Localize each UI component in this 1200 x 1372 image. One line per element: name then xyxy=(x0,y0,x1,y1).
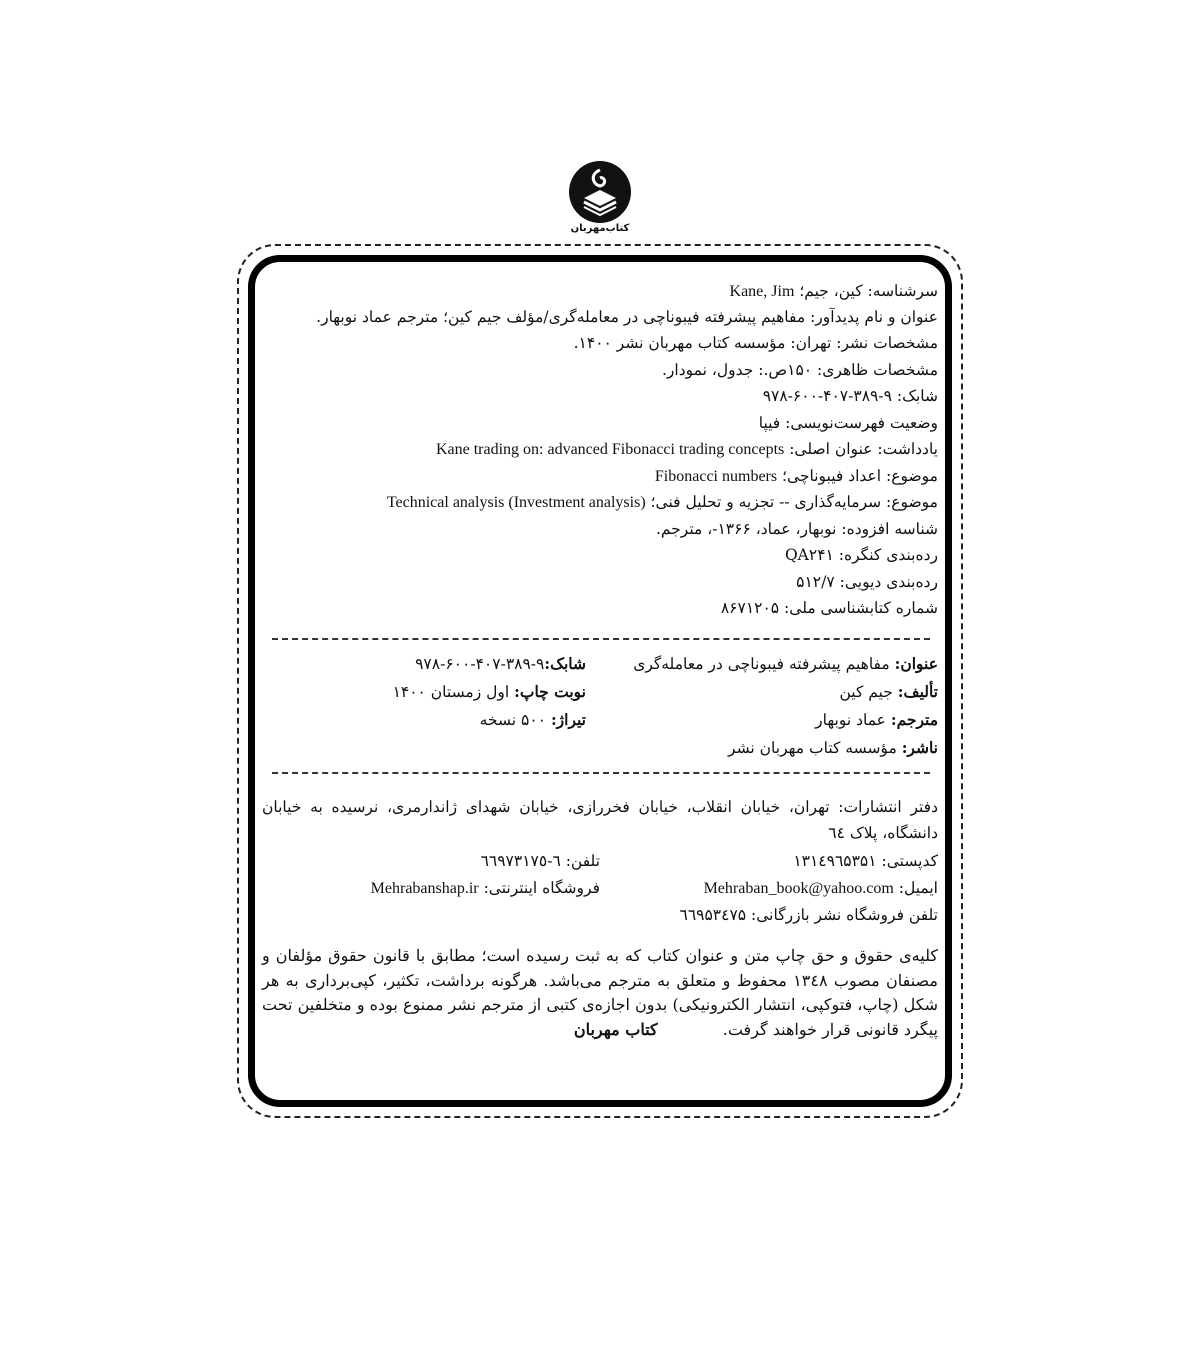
cip-added-entry: شناسه افزوده: نوبهار، عماد، ۱۳۶۶-، مترجم. xyxy=(655,520,938,538)
rights-signature: کتاب مهربان xyxy=(573,1019,658,1039)
cip-national-number: شماره کتابشناسی ملی: ۸۶۷۱۲۰۵ xyxy=(720,599,938,617)
cip-isbn: شابک: ۹-۳۸۹-۴۰۷-۶۰۰-۹۷۸ xyxy=(762,387,938,405)
online-shop: فروشگاه اینترنتی: Mehrabanshap.ir xyxy=(370,879,600,897)
book-edition: نوبت چاپ: اول زمستان ۱۴۰۰ xyxy=(392,682,586,701)
cip-subject-1: موضوع: اعداد فیبوناچی؛ Fibonacci numbers xyxy=(654,467,938,485)
copyright-page-content xyxy=(262,270,938,1090)
publisher-logo xyxy=(564,160,636,240)
postal-code: کدپستی: ۱۳۱٤۹٦۵۳۵۱ xyxy=(793,852,938,870)
book-title: عنوان: مفاهیم پیشرفته فیبوناچی در معامله‌گری xyxy=(633,654,938,673)
book-isbn: شابک:۹-۳۸۹-۴۰۷-۶۰۰-۹۷۸ xyxy=(415,654,586,673)
book-print-run: تیراژ: ۵۰۰ نسخه xyxy=(479,710,586,729)
divider-1 xyxy=(272,638,930,640)
book-translator: مترجم: عماد نوبهار xyxy=(815,710,938,729)
divider-2 xyxy=(272,772,930,774)
cip-author: سرشناسه: کین، جیم؛ Kane, Jim xyxy=(729,282,938,300)
cip-title: عنوان و نام پدیدآور: مفاهیم پیشرفته فیبوناچی در معامله‌گری/مؤلف جیم کین؛ مترجم عماد نوبهار. xyxy=(316,308,938,326)
cip-physical: مشخصات ظاهری: ۱۵۰ص.: جدول، نمودار. xyxy=(662,361,938,379)
cip-note: یادداشت: عنوان اصلی: Kane trading on: advanced Fibonacci trading concepts xyxy=(435,440,938,458)
cip-cataloging-status: وضعیت فهرست‌نویسی: فیپا xyxy=(758,414,938,432)
cip-subject-2: موضوع: سرمایه‌گذاری -- تجزیه و تحلیل فنی؛ Technical analysis (Investment analysis) xyxy=(386,493,938,511)
cip-dewey: رده‌بندی دیویی: ۵۱۲/۷ xyxy=(796,573,938,591)
book-author: تألیف: جیم کین xyxy=(839,682,938,701)
phone-number: تلفن: ٦-٦٦٩٧٣١٧٥ xyxy=(480,852,600,870)
store-phone: تلفن فروشگاه نشر بازرگانی: ٦٦٩۵٣٤٧۵ xyxy=(679,906,938,924)
logo-emblem-icon xyxy=(568,160,632,224)
book-publisher: ناشر: مؤسسه کتاب مهربان نشر xyxy=(728,738,938,757)
logo-wordmark: کتاب‌مهربان xyxy=(570,223,630,234)
cip-publication: مشخصات نشر: تهران: مؤسسه کتاب مهربان نشر ۱۴۰۰. xyxy=(573,334,938,352)
email-address: ایمیل: Mehraban_book@yahoo.com xyxy=(703,879,938,897)
publisher-address: دفتر انتشارات: تهران، خیابان انقلاب، خیابان فخررازی، خیابان شهدای ژاندارمری، نرسیده به خیابان دانشگاه، پلاک ٦٤ xyxy=(262,798,938,842)
rights-notice: کلیه‌ی حقوق و حق چاپ متن و عنوان کتاب که به ثبت رسیده است؛ مطابق با قانون حقوق مؤلفان و مصنفان مصوب ۱۳٤۸ محفوظ و متعلق به مترجم می‌باشد. هرگونه برداشت، تکثیر، کپی‌برداری به هر شکل (چاپ، فتوکپی، انتشار الکترونیکی) بدون اجازه‌ی کتبی از مترجم نشر ممنوع بوده و متخلفین تحت پیگرد قانونی قرار خواهند گرفت. کتاب مهربان xyxy=(262,946,939,1039)
cip-lc-class: رده‌بندی کنگره: QA۲۴۱ xyxy=(784,546,938,564)
